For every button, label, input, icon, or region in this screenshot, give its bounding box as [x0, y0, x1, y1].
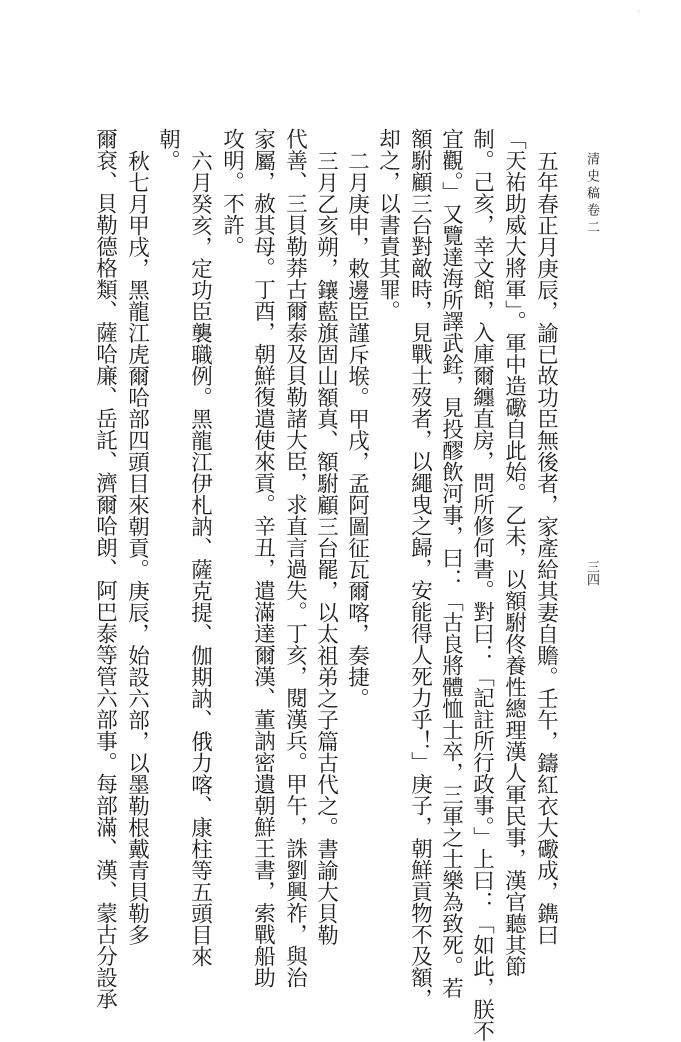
text-column-4: 宜觀。」又覽達海所譯武銓，見投醪飲河事，曰：「古良將體恤士卒，三軍之士樂為致死。若: [438, 128, 464, 999]
text-column-5: 額駙顧三台對敵時，見戰士歿者，以繩曳之歸，安能得人死力乎！」庚子，朝鮮貢物不及額，: [407, 128, 433, 1010]
text-column-15: 爾袞、貝勒德格類、薩哈廉、岳託、濟爾哈朗、阿巴泰等管六部事。每部滿、漢、蒙古分設承: [92, 128, 118, 1010]
text-column-1: 五年春正月庚辰，諭已故功臣無後者，家產給其妻自贍。壬午，鑄紅衣大礮成，鐫曰: [533, 150, 559, 946]
text-column-9: 代善、三貝勒莽古爾泰及貝勒諸大臣，求直言過失。丁亥，閱漢兵。甲午，誅劉興祚，與治: [282, 128, 308, 988]
page-number: 三四: [584, 560, 599, 586]
corner-mark: ·: [637, 7, 640, 16]
text-column-14: 秋七月甲戌，黑龍江虎爾哈部四頭目來朝貢。庚辰，始設六部，以墨勒根戴青貝勒多: [124, 150, 150, 946]
text-column-3: 制。己亥，幸文館，入庫爾纏直房，問所修何書。對曰：「記註所行政事。」上曰：「如此，朕不: [469, 128, 495, 1042]
text-column-8: 三月乙亥朔，鑲藍旗固山額真、額駙顧三台罷，以太祖弟之子篇古代之。書諭大貝勒: [313, 150, 339, 946]
text-column-12: 六月癸亥，定功臣襲職例。黑龍江伊札訥、薩克提、伽期訥、俄力喀、康柱等五頭目來: [187, 150, 213, 967]
text-column-6: 却之，以書責其罪。: [375, 128, 401, 322]
text-column-11: 攻明。不許。: [219, 128, 245, 257]
text-column-10: 家屬，赦其母。丁酉，朝鮮復遣使來貢。辛丑，遣滿達爾漢、董訥密遺朝鮮王書，索戰船助: [250, 128, 276, 988]
text-column-7: 二月庚申，敕邊臣謹斥堠。甲戌，孟阿圖征瓦爾喀，奏捷。: [344, 150, 370, 709]
text-column-13: 朝。: [155, 128, 181, 171]
running-header-title: 清史稿卷二: [584, 152, 599, 237]
text-column-2: 「天祐助威大將軍」。軍中造礮自此始。乙未，以額駙佟養性總理漢人軍民事，漢官聽其節: [501, 128, 527, 978]
